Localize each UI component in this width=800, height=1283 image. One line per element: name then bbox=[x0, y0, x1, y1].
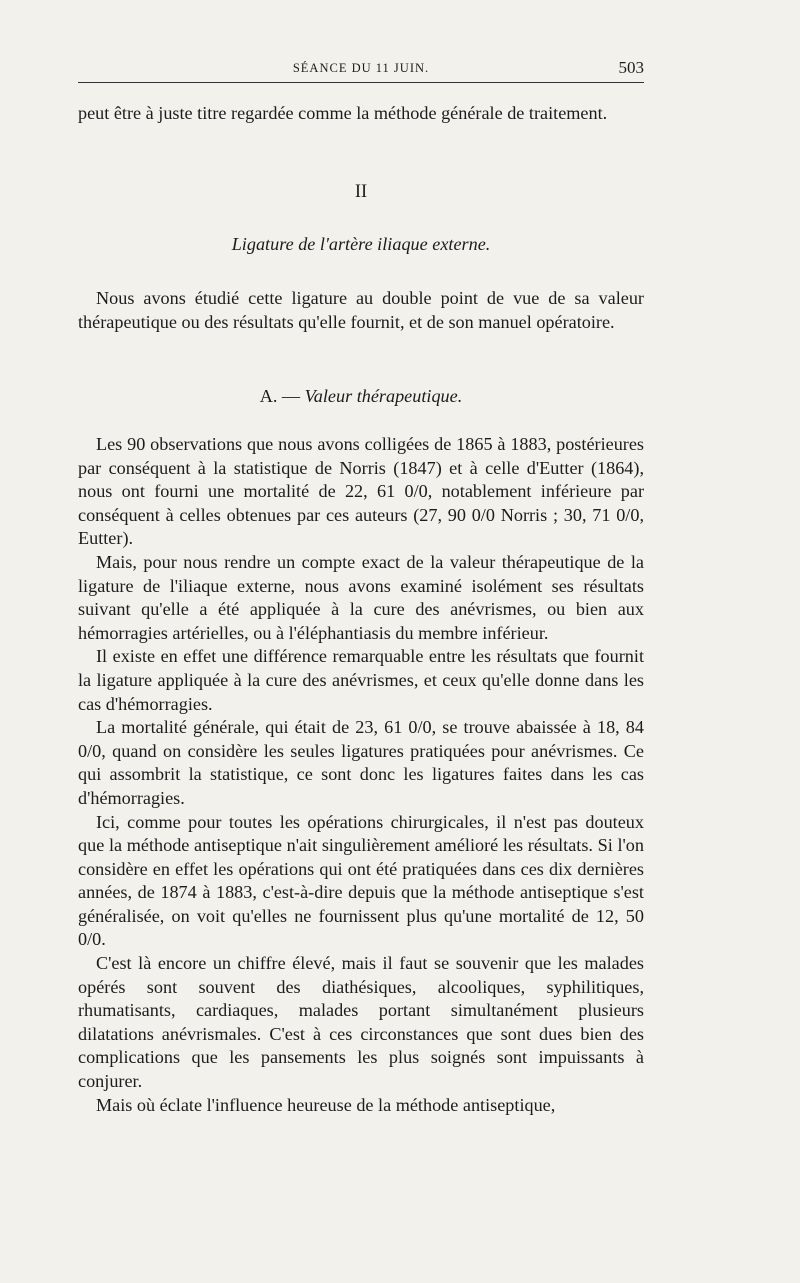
paragraph-block-2 bbox=[78, 433, 644, 1117]
document-page bbox=[78, 58, 644, 1115]
paragraph: C'est là encore un chiffre élevé, mais il faut se souvenir que les malades opérés sont souvent des diathésiques, alcooliques, syphilitiques, rhumatisants, cardiaques, malades portant simultanément plusieurs dilatations anévrismales. C'est à ces circonstances que sont dues bien des complications que les pansements les plus soignés sont impuissants à conjurer. bbox=[78, 953, 644, 1092]
paragraph: Mais, pour nous rendre un compte exact de la valeur thérapeutique de la ligature de l'iliaque externe, nous avons examiné isolément ses résultats suivant qu'elle a été appliquée à la cure des anévrismes, ou bien aux hémorragies artérielles, ou à l'éléphantiasis du membre inférieur. bbox=[78, 551, 644, 643]
subsection-label: A. — bbox=[259, 386, 301, 406]
paragraph: Il existe en effet une différence remarquable entre les résultats que fournit la ligature appliquée à la cure des anévrismes, et ceux qu'elle donne dans les cas d'hémorragies. bbox=[78, 646, 644, 714]
page-number: 503 bbox=[618, 58, 644, 77]
section-title: Ligature de l'artère iliaque externe. bbox=[231, 234, 491, 254]
paragraph: Les 90 observations que nous avons colligées de 1865 à 1883, postérieures par conséquent à la statistique de Norris (1847) et à celle d'Eutter (1864), nous ont fourni une mortalité de 22, 61 0/0, notablement inférieure par conséquent à celles obtenues par ces auteurs (27, 90 0/0 Norris ; 30, 71 0/0, Eutter). bbox=[78, 434, 644, 549]
running-header bbox=[78, 58, 644, 83]
section-numeral: II bbox=[354, 182, 368, 202]
paragraph: Nous avons étudié cette ligature au double point de vue de sa valeur thérapeutique ou des résultats qu'elle fournit, et de son manuel opératoire. bbox=[78, 288, 644, 332]
intro-paragraph: peut être à juste titre regardée comme la méthode générale de traitement. bbox=[78, 103, 608, 123]
paragraph-block-1 bbox=[78, 287, 644, 334]
paragraph: La mortalité générale, qui était de 23, 61 0/0, se trouve abaissée à 18, 84 0/0, quand on considère les seules ligatures pratiquées pour anévrismes. Ce qui assombrit la statistique, ce sont donc les ligatures faites dans les cas d'hémorragies. bbox=[78, 717, 644, 808]
paragraph: Mais où éclate l'influence heureuse de la méthode antiseptique, bbox=[96, 1094, 556, 1115]
paragraph: Ici, comme pour toutes les opérations chirurgicales, il n'est pas douteux que la méthode antiseptique n'ait singulièrement amélioré les résultats. Si l'on considère en effet les opérations qui ont été pratiquées dans ces dix dernières années, de 1874 à 1883, c'est-à-dire depuis que la méthode antiseptique s'est généralisée, on voit qu'elles ne fournissent plus qu'une mortalité de 12, 50 0/0. bbox=[78, 811, 644, 950]
running-title: SÉANCE DU 11 JUIN. bbox=[292, 61, 430, 75]
subsection-title: Valeur thérapeutique. bbox=[304, 386, 463, 406]
subsection-heading bbox=[78, 386, 644, 407]
